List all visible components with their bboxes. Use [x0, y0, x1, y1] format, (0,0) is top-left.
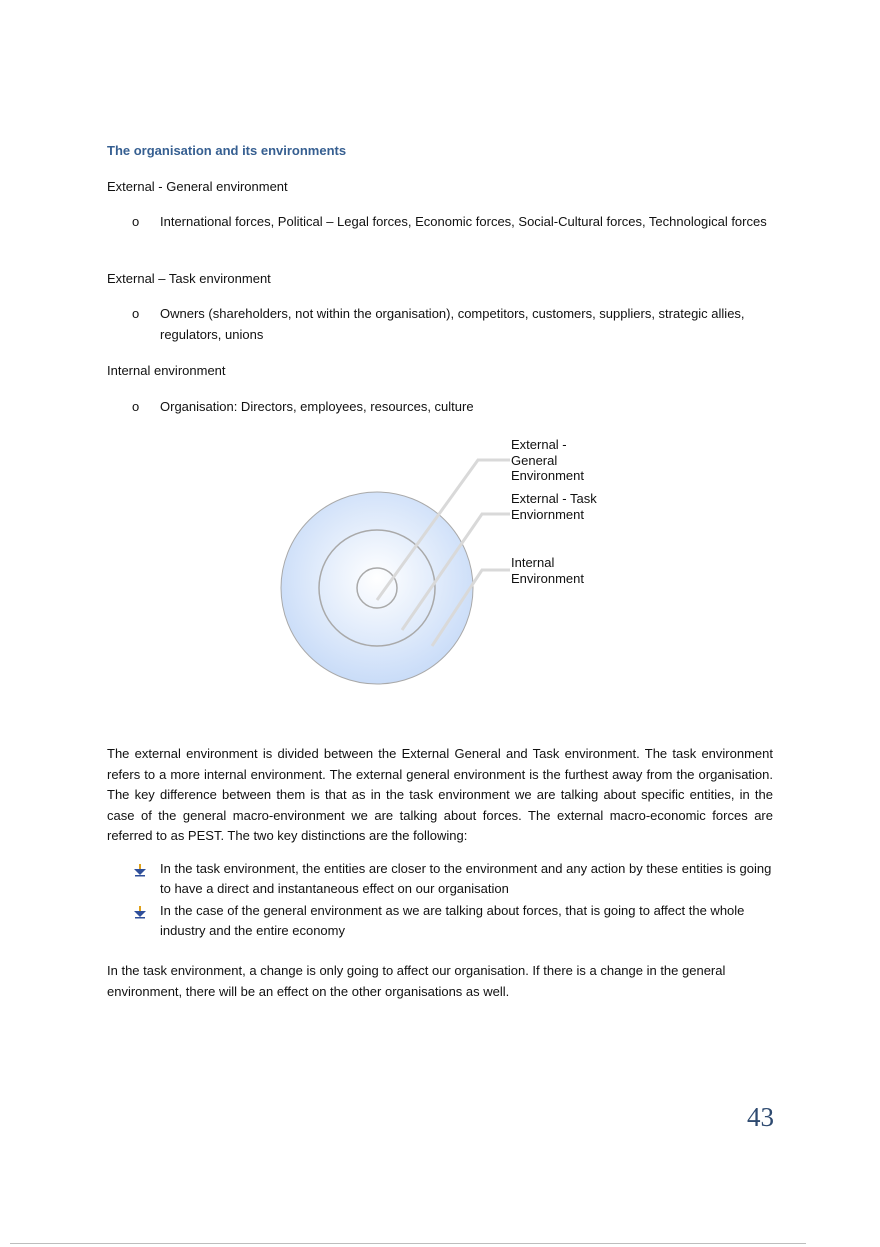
section-heading: The organisation and its environments: [107, 143, 347, 158]
label-task-environment: External - Task Enviornment: [511, 491, 597, 522]
distinction-item: In the case of the general environment as we are talking about forces, that is going to affect the whole industry and the entire economy: [160, 903, 745, 938]
bullet-marker: o: [132, 399, 140, 414]
distinction-item: In the task environment, the entities are closer to the environment and any action by these entities is going to have a direct and instantaneous effect on our organisation: [160, 861, 772, 896]
footer-divider: [10, 1243, 806, 1244]
internal-bullet: Organisation: Directors, employees, resources, culture: [160, 399, 474, 414]
arrow-bullet-icon: [133, 905, 147, 919]
label-general-environment: External - General Environment: [511, 437, 584, 483]
general-forces-bullet: International forces, Political – Legal forces, Economic forces, Social-Cultural forces, Technological forces: [160, 214, 767, 229]
body-paragraph: The external environment is divided between the External General and Task environment. The task environment refers to a more internal environment. The external general environment is the furthest away from the organisation. The key difference between them is that as in the task environment we are talking about specific entities, in the case of the general macro-environment we are talking about forces. The external macro-economic forces are referred to as PEST. The two key distinctions are the following:: [107, 746, 773, 843]
label-internal-environment: Internal Environment: [511, 555, 584, 586]
bullet-marker: o: [132, 306, 140, 321]
bullet-marker: o: [132, 214, 140, 229]
page-number: 43: [747, 1102, 774, 1132]
section-title-internal: Internal environment: [107, 363, 226, 378]
arrow-bullet-icon: [133, 863, 147, 877]
section-title-general: External - General environment: [107, 179, 288, 194]
environment-diagram: [270, 430, 610, 695]
task-entities-bullet: Owners (shareholders, not within the organisation), competitors, customers, suppliers, strategic allies, regulators, unions: [160, 306, 745, 342]
closing-paragraph: In the task environment, a change is only going to affect our organisation. If there is a change in the general environment, there will be an effect on the other organisations as well.: [107, 963, 726, 999]
outer-circle-general: [281, 492, 473, 684]
section-title-task: External – Task environment: [107, 271, 271, 286]
